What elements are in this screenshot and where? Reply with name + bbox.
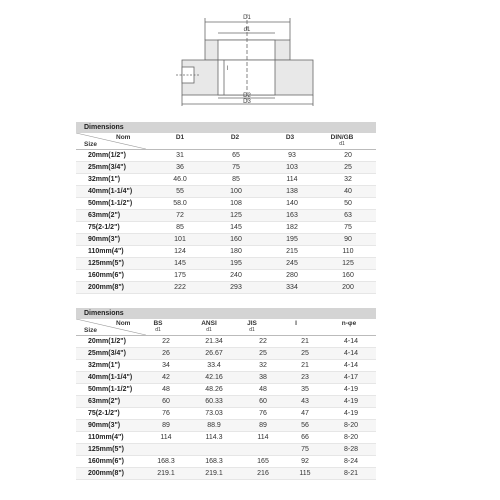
- table-row: [76, 372, 376, 384]
- value-cell: 34: [146, 360, 186, 372]
- table2-header: [76, 319, 376, 336]
- value-cell: 56: [284, 420, 326, 432]
- table1-title: Dimensions: [76, 122, 376, 133]
- value-cell: 26.67: [186, 348, 242, 360]
- value-cell: 165: [242, 456, 284, 468]
- value-cell: 293: [208, 282, 264, 294]
- value-cell: 23: [284, 372, 326, 384]
- table1-col-header: [324, 135, 360, 147]
- size-cell: 90mm(3"): [76, 420, 146, 432]
- value-cell: 222: [152, 282, 208, 294]
- value-cell: 124: [152, 246, 208, 258]
- value-cell: 89: [242, 420, 284, 432]
- table2-col-header: [148, 321, 168, 333]
- value-cell: 48: [242, 384, 284, 396]
- size-cell: 200mm(8"): [76, 468, 146, 480]
- table-row: [76, 336, 376, 348]
- value-cell: 219.1: [186, 468, 242, 480]
- value-cell: 4-17: [326, 372, 376, 384]
- table-row: [76, 162, 376, 174]
- value-cell: 36: [152, 162, 208, 174]
- value-cell: 89: [146, 420, 186, 432]
- table-row: [76, 270, 376, 282]
- value-cell: 88.9: [186, 420, 242, 432]
- value-cell: 8-20: [326, 432, 376, 444]
- value-cell: 280: [264, 270, 320, 282]
- table1-header: [76, 133, 376, 150]
- size-cell: 63mm(2"): [76, 210, 152, 222]
- value-cell: 76: [146, 408, 186, 420]
- size-cell: 40mm(1-1/4"): [76, 186, 152, 198]
- value-cell: 163: [264, 210, 320, 222]
- value-cell: 125: [208, 210, 264, 222]
- table1-col-header: [221, 135, 249, 141]
- label-d1-inner: d1: [243, 27, 251, 33]
- table1-col-header: [166, 135, 194, 141]
- table-row: [76, 210, 376, 222]
- value-cell: 32: [320, 174, 376, 186]
- dimensions-table-2: [76, 308, 376, 480]
- table-row: [76, 222, 376, 234]
- value-cell: [146, 444, 186, 456]
- table-row: [76, 186, 376, 198]
- value-cell: 114: [242, 432, 284, 444]
- size-cell: 160mm(6"): [76, 456, 146, 468]
- col-name: JIS: [247, 320, 257, 327]
- value-cell: 180: [208, 246, 264, 258]
- table2-size-label: Size: [84, 327, 98, 334]
- col-name: DIN/GB: [330, 134, 354, 141]
- col-sub: d1: [155, 327, 161, 333]
- value-cell: 21: [284, 336, 326, 348]
- size-cell: 32mm(1"): [76, 360, 146, 372]
- value-cell: 200: [320, 282, 376, 294]
- col-sub: d1: [249, 327, 255, 333]
- table-row: [76, 198, 376, 210]
- value-cell: 168.3: [186, 456, 242, 468]
- value-cell: 40: [320, 186, 376, 198]
- value-cell: 8-24: [326, 456, 376, 468]
- table2-col-header: [242, 321, 262, 333]
- value-cell: 60: [242, 396, 284, 408]
- table-row: [76, 420, 376, 432]
- size-cell: 25mm(3/4"): [76, 162, 152, 174]
- value-cell: 4-14: [326, 336, 376, 348]
- table-row: [76, 456, 376, 468]
- value-cell: 75: [208, 162, 264, 174]
- value-cell: 65: [208, 150, 264, 162]
- value-cell: 42: [146, 372, 186, 384]
- table-row: [76, 384, 376, 396]
- value-cell: 245: [264, 258, 320, 270]
- col-name: ANSI: [201, 320, 217, 327]
- table-row: [76, 444, 376, 456]
- table2-col-header: [334, 321, 364, 327]
- value-cell: 4-19: [326, 384, 376, 396]
- value-cell: 4-19: [326, 396, 376, 408]
- table2-nom-label: Nom: [116, 320, 131, 327]
- value-cell: 108: [208, 198, 264, 210]
- value-cell: 20: [320, 150, 376, 162]
- label-l: l: [227, 66, 229, 72]
- size-cell: 40mm(1-1/4"): [76, 372, 146, 384]
- value-cell: 114: [264, 174, 320, 186]
- table-row: [76, 174, 376, 186]
- table-row: [76, 360, 376, 372]
- label-d2: D2: [243, 93, 251, 99]
- table-row: [76, 408, 376, 420]
- value-cell: 240: [208, 270, 264, 282]
- table-row: [76, 468, 376, 480]
- value-cell: 93: [264, 150, 320, 162]
- table1-col-header: [276, 135, 304, 141]
- table1-size-label: Size: [84, 141, 98, 148]
- value-cell: 8-21: [326, 468, 376, 480]
- value-cell: 60: [146, 396, 186, 408]
- size-cell: 125mm(5"): [76, 258, 152, 270]
- value-cell: 215: [264, 246, 320, 258]
- size-cell: 75(2-1/2"): [76, 408, 146, 420]
- value-cell: 195: [208, 258, 264, 270]
- value-cell: 101: [152, 234, 208, 246]
- value-cell: 33.4: [186, 360, 242, 372]
- value-cell: 42.16: [186, 372, 242, 384]
- value-cell: 48: [146, 384, 186, 396]
- value-cell: 22: [146, 336, 186, 348]
- value-cell: 182: [264, 222, 320, 234]
- value-cell: 46.0: [152, 174, 208, 186]
- table-row: [76, 348, 376, 360]
- size-cell: 110mm(4"): [76, 432, 146, 444]
- value-cell: 4-14: [326, 348, 376, 360]
- col-name: l: [295, 320, 297, 327]
- value-cell: 100: [208, 186, 264, 198]
- value-cell: 22: [242, 336, 284, 348]
- label-d1-outer: D1: [243, 15, 251, 21]
- value-cell: 25: [284, 348, 326, 360]
- value-cell: 26: [146, 348, 186, 360]
- col-name: D2: [230, 134, 240, 141]
- value-cell: 48.26: [186, 384, 242, 396]
- value-cell: 145: [152, 258, 208, 270]
- col-name: D1: [175, 134, 185, 141]
- col-name: D3: [285, 134, 295, 141]
- value-cell: 72: [152, 210, 208, 222]
- size-cell: 75(2-1/2"): [76, 222, 152, 234]
- value-cell: [242, 444, 284, 456]
- value-cell: 32: [242, 360, 284, 372]
- value-cell: 8-28: [326, 444, 376, 456]
- value-cell: 25: [320, 162, 376, 174]
- value-cell: 195: [264, 234, 320, 246]
- value-cell: 8-20: [326, 420, 376, 432]
- table2-title: Dimensions: [76, 308, 376, 319]
- value-cell: 85: [208, 174, 264, 186]
- size-cell: 160mm(6"): [76, 270, 152, 282]
- value-cell: 66: [284, 432, 326, 444]
- value-cell: 168.3: [146, 456, 186, 468]
- value-cell: 114: [146, 432, 186, 444]
- value-cell: 85: [152, 222, 208, 234]
- value-cell: 25: [242, 348, 284, 360]
- table-row: [76, 432, 376, 444]
- table-row: [76, 234, 376, 246]
- table-row: [76, 150, 376, 162]
- value-cell: 73.03: [186, 408, 242, 420]
- size-cell: 200mm(8"): [76, 282, 152, 294]
- value-cell: 47: [284, 408, 326, 420]
- size-cell: 125mm(5"): [76, 444, 146, 456]
- value-cell: 103: [264, 162, 320, 174]
- value-cell: 125: [320, 258, 376, 270]
- value-cell: 114.3: [186, 432, 242, 444]
- value-cell: 38: [242, 372, 284, 384]
- size-cell: 63mm(2"): [76, 396, 146, 408]
- value-cell: 175: [152, 270, 208, 282]
- size-cell: 90mm(3"): [76, 234, 152, 246]
- value-cell: 216: [242, 468, 284, 480]
- value-cell: 160: [208, 234, 264, 246]
- flange-technical-drawing: [0, 0, 500, 112]
- size-cell: 20mm(1/2"): [76, 336, 146, 348]
- value-cell: 21.34: [186, 336, 242, 348]
- size-cell: 25mm(3/4"): [76, 348, 146, 360]
- col-name: BS: [153, 320, 163, 327]
- table-row: [76, 282, 376, 294]
- value-cell: 58.0: [152, 198, 208, 210]
- size-cell: 20mm(1/2"): [76, 150, 152, 162]
- value-cell: 334: [264, 282, 320, 294]
- table-row: [76, 396, 376, 408]
- label-d3: D3: [243, 99, 251, 105]
- value-cell: 63: [320, 210, 376, 222]
- value-cell: 35: [284, 384, 326, 396]
- value-cell: 75: [284, 444, 326, 456]
- value-cell: 4-14: [326, 360, 376, 372]
- size-cell: 32mm(1"): [76, 174, 152, 186]
- value-cell: 90: [320, 234, 376, 246]
- table-row: [76, 258, 376, 270]
- size-cell: 50mm(1-1/2"): [76, 384, 146, 396]
- value-cell: 31: [152, 150, 208, 162]
- value-cell: 219.1: [146, 468, 186, 480]
- value-cell: 145: [208, 222, 264, 234]
- value-cell: 43: [284, 396, 326, 408]
- value-cell: 140: [264, 198, 320, 210]
- value-cell: 21: [284, 360, 326, 372]
- value-cell: 76: [242, 408, 284, 420]
- value-cell: 50: [320, 198, 376, 210]
- col-sub: d1: [206, 327, 212, 333]
- value-cell: 115: [284, 468, 326, 480]
- table-row: [76, 246, 376, 258]
- value-cell: 160: [320, 270, 376, 282]
- value-cell: 110: [320, 246, 376, 258]
- value-cell: 92: [284, 456, 326, 468]
- value-cell: 138: [264, 186, 320, 198]
- value-cell: [186, 444, 242, 456]
- value-cell: 75: [320, 222, 376, 234]
- table1-nom-label: Nom: [116, 134, 131, 141]
- value-cell: 60.33: [186, 396, 242, 408]
- size-cell: 50mm(1-1/2"): [76, 198, 152, 210]
- size-cell: 110mm(4"): [76, 246, 152, 258]
- table2-col-header: [290, 321, 302, 327]
- value-cell: 4-19: [326, 408, 376, 420]
- value-cell: 55: [152, 186, 208, 198]
- col-name: n-φe: [341, 320, 357, 327]
- table2-col-header: [194, 321, 224, 333]
- col-sub: d1: [339, 141, 345, 147]
- dimensions-table-1: [76, 122, 376, 294]
